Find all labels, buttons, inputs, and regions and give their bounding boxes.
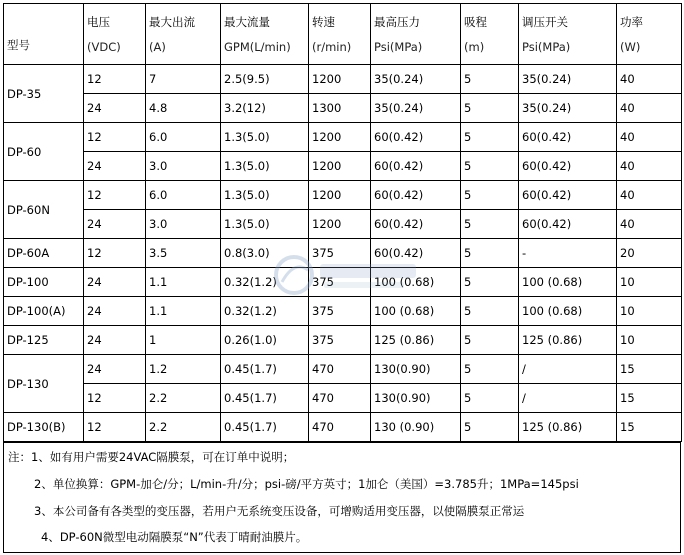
table-cell: 130(0.90) xyxy=(371,355,461,384)
table-cell: 60(0.42) xyxy=(371,239,461,268)
table-cell: 35(0.24) xyxy=(519,94,617,123)
table-cell: 1 xyxy=(146,326,221,355)
note-1: 注：1、如有用户需要24VAC隔膜泵，可在订单中说明； xyxy=(8,450,295,464)
model-cell: DP-100 xyxy=(4,268,84,297)
table-cell: 100 (0.68) xyxy=(371,297,461,326)
table-row xyxy=(4,181,682,210)
table-cell: 6.0 xyxy=(146,181,221,210)
table-row xyxy=(4,152,682,181)
table-cell: 1.3(5.0) xyxy=(221,210,309,239)
table-cell: - xyxy=(519,239,617,268)
table-cell: 100 (0.68) xyxy=(371,268,461,297)
table-cell: 60(0.42) xyxy=(519,152,617,181)
note-2: 2、单位换算：GPM-加仑/分；L/min-升/分；psi-磅/平方英寸；1加仑（美国）=3.785升；1MPa=145psi xyxy=(34,477,579,491)
table-cell: 1.3(5.0) xyxy=(221,181,309,210)
table-cell: 100 (0.68) xyxy=(519,297,617,326)
model-cell: DP-60A xyxy=(4,239,84,268)
table-cell: 5 xyxy=(461,181,519,210)
table-cell: 1.2 xyxy=(146,355,221,384)
table-cell: 2.2 xyxy=(146,413,221,442)
header-label: 电压 xyxy=(87,15,110,29)
table-row xyxy=(4,65,682,94)
table-cell: 60(0.42) xyxy=(519,123,617,152)
notes-box xyxy=(3,442,681,553)
table-cell: 130(0.90) xyxy=(371,384,461,413)
table-cell: 3.0 xyxy=(146,210,221,239)
table-cell: 10 xyxy=(617,268,682,297)
table-cell: 5 xyxy=(461,268,519,297)
table-cell: 130 (0.90) xyxy=(371,413,461,442)
header-cell xyxy=(146,4,221,65)
header-label: 型号 xyxy=(7,37,30,52)
table-cell: 24 xyxy=(84,152,146,181)
table-cell: 375 xyxy=(309,268,371,297)
table-cell: 3.5 xyxy=(146,239,221,268)
model-cell: DP-60N xyxy=(4,181,84,239)
header-unit: Psi(MPa) xyxy=(374,40,423,54)
model-cell: DP-100(A) xyxy=(4,297,84,326)
table-row xyxy=(4,94,682,123)
table-cell: 24 xyxy=(84,326,146,355)
table-cell: 470 xyxy=(309,413,371,442)
note-3: 3、本公司备有各类型的变压器，若用户无系统变压设备，可增购适用变压器，以使隔膜泵正常运 xyxy=(34,504,525,518)
table-cell: 5 xyxy=(461,297,519,326)
table-cell: 1.1 xyxy=(146,297,221,326)
header-cell xyxy=(461,4,519,65)
table-cell: 375 xyxy=(309,239,371,268)
table-cell: 60(0.42) xyxy=(371,181,461,210)
header-label: 吸程 xyxy=(464,15,487,29)
table-row xyxy=(4,268,682,297)
table-cell: 12 xyxy=(84,65,146,94)
table-cell: 60(0.42) xyxy=(371,123,461,152)
table-cell: 4.8 xyxy=(146,94,221,123)
table-cell: 60(0.42) xyxy=(371,152,461,181)
table-cell: 375 xyxy=(309,297,371,326)
table-cell: 1200 xyxy=(309,181,371,210)
table-cell: / xyxy=(519,355,617,384)
header-row xyxy=(4,4,682,65)
table-cell: 470 xyxy=(309,355,371,384)
table-cell: 5 xyxy=(461,239,519,268)
table-cell: 5 xyxy=(461,123,519,152)
table-cell: 60(0.42) xyxy=(519,181,617,210)
table-cell: 24 xyxy=(84,355,146,384)
table-cell: 0.26(1.0) xyxy=(221,326,309,355)
table-cell: 15 xyxy=(617,355,682,384)
table-cell: 40 xyxy=(617,65,682,94)
table-cell: 100 (0.68) xyxy=(519,268,617,297)
table-cell: 24 xyxy=(84,210,146,239)
model-cell: DP-125 xyxy=(4,326,84,355)
header-label: 最高压力 xyxy=(374,15,420,29)
header-unit: (A) xyxy=(149,40,166,54)
table-cell: 3.0 xyxy=(146,152,221,181)
table-row xyxy=(4,297,682,326)
table-cell: 1300 xyxy=(309,94,371,123)
table-cell: 35(0.24) xyxy=(371,94,461,123)
table-cell: 7 xyxy=(146,65,221,94)
table-row xyxy=(4,239,682,268)
table-cell: 1200 xyxy=(309,65,371,94)
model-cell: DP-35 xyxy=(4,65,84,123)
model-cell: DP-130 xyxy=(4,355,84,413)
table-cell: 5 xyxy=(461,152,519,181)
header-label: 最大流量 xyxy=(224,15,270,29)
header-label: 转速 xyxy=(312,15,335,29)
table-cell: 40 xyxy=(617,152,682,181)
header-label: 调压开关 xyxy=(522,15,568,29)
table-row xyxy=(4,123,682,152)
table-cell: 5 xyxy=(461,210,519,239)
table-cell: 20 xyxy=(617,239,682,268)
table-cell: 375 xyxy=(309,326,371,355)
note-4: 4、DP-60N微型电动隔膜泵“N”代表丁晴耐油膜片。 xyxy=(41,530,308,544)
header-unit: GPM(L/min) xyxy=(224,40,291,54)
header-cell xyxy=(221,4,309,65)
header-cell xyxy=(617,4,682,65)
table-cell: 1200 xyxy=(309,123,371,152)
table-cell: 40 xyxy=(617,94,682,123)
header-unit: (W) xyxy=(620,40,641,54)
table-cell: 60(0.42) xyxy=(519,210,617,239)
header-unit: (r/min) xyxy=(312,40,352,54)
table-cell: 1.3(5.0) xyxy=(221,123,309,152)
header-unit: (m) xyxy=(464,40,485,54)
table-cell: 12 xyxy=(84,181,146,210)
table-cell: 470 xyxy=(309,384,371,413)
header-cell xyxy=(4,4,84,65)
table-cell: 40 xyxy=(617,123,682,152)
header-label: 功率 xyxy=(620,15,643,29)
table-row xyxy=(4,384,682,413)
table-cell: 125 (0.86) xyxy=(371,326,461,355)
table-cell: 2.2 xyxy=(146,384,221,413)
table-cell: 12 xyxy=(84,123,146,152)
model-cell: DP-60 xyxy=(4,123,84,181)
header-label: 最大出流 xyxy=(149,15,195,29)
table-cell: 15 xyxy=(617,384,682,413)
table-cell: 125 (0.86) xyxy=(519,413,617,442)
table-cell: 5 xyxy=(461,94,519,123)
table-cell: 5 xyxy=(461,413,519,442)
table-cell: 60(0.42) xyxy=(371,210,461,239)
table-cell: 0.45(1.7) xyxy=(221,413,309,442)
table-cell: 6.0 xyxy=(146,123,221,152)
header-unit: (VDC) xyxy=(87,40,121,54)
table-cell: 35(0.24) xyxy=(519,65,617,94)
table-cell: 1.1 xyxy=(146,268,221,297)
table-cell: 125 (0.86) xyxy=(519,326,617,355)
table-cell: 0.45(1.7) xyxy=(221,384,309,413)
table-cell: 12 xyxy=(84,239,146,268)
table-cell: 5 xyxy=(461,65,519,94)
header-cell xyxy=(84,4,146,65)
table-cell: 24 xyxy=(84,268,146,297)
table-cell: 1200 xyxy=(309,210,371,239)
table-cell: 10 xyxy=(617,297,682,326)
spec-table xyxy=(3,3,682,442)
model-cell: DP-130(B) xyxy=(4,413,84,442)
table-cell: 5 xyxy=(461,355,519,384)
table-cell: 0.32(1.2) xyxy=(221,297,309,326)
table-cell: 3.2(12) xyxy=(221,94,309,123)
table-cell: 2.5(9.5) xyxy=(221,65,309,94)
header-cell xyxy=(371,4,461,65)
table-cell: 1.3(5.0) xyxy=(221,152,309,181)
table-cell: 0.32(1.2) xyxy=(221,268,309,297)
header-cell xyxy=(309,4,371,65)
table-cell: 15 xyxy=(617,413,682,442)
table-cell: 40 xyxy=(617,181,682,210)
table-cell: / xyxy=(519,384,617,413)
table-row xyxy=(4,210,682,239)
table-cell: 40 xyxy=(617,210,682,239)
table-cell: 12 xyxy=(84,384,146,413)
table-cell: 0.45(1.7) xyxy=(221,355,309,384)
table-cell: 0.8(3.0) xyxy=(221,239,309,268)
table-cell: 35(0.24) xyxy=(371,65,461,94)
header-cell xyxy=(519,4,617,65)
table-row xyxy=(4,413,682,442)
table-cell: 10 xyxy=(617,326,682,355)
table-row xyxy=(4,355,682,384)
table-row xyxy=(4,326,682,355)
table-cell: 1200 xyxy=(309,152,371,181)
table-cell: 5 xyxy=(461,384,519,413)
header-unit: Psi(MPa) xyxy=(522,40,571,54)
table-cell: 5 xyxy=(461,326,519,355)
table-cell: 12 xyxy=(84,413,146,442)
table-cell: 24 xyxy=(84,94,146,123)
table-cell: 24 xyxy=(84,297,146,326)
